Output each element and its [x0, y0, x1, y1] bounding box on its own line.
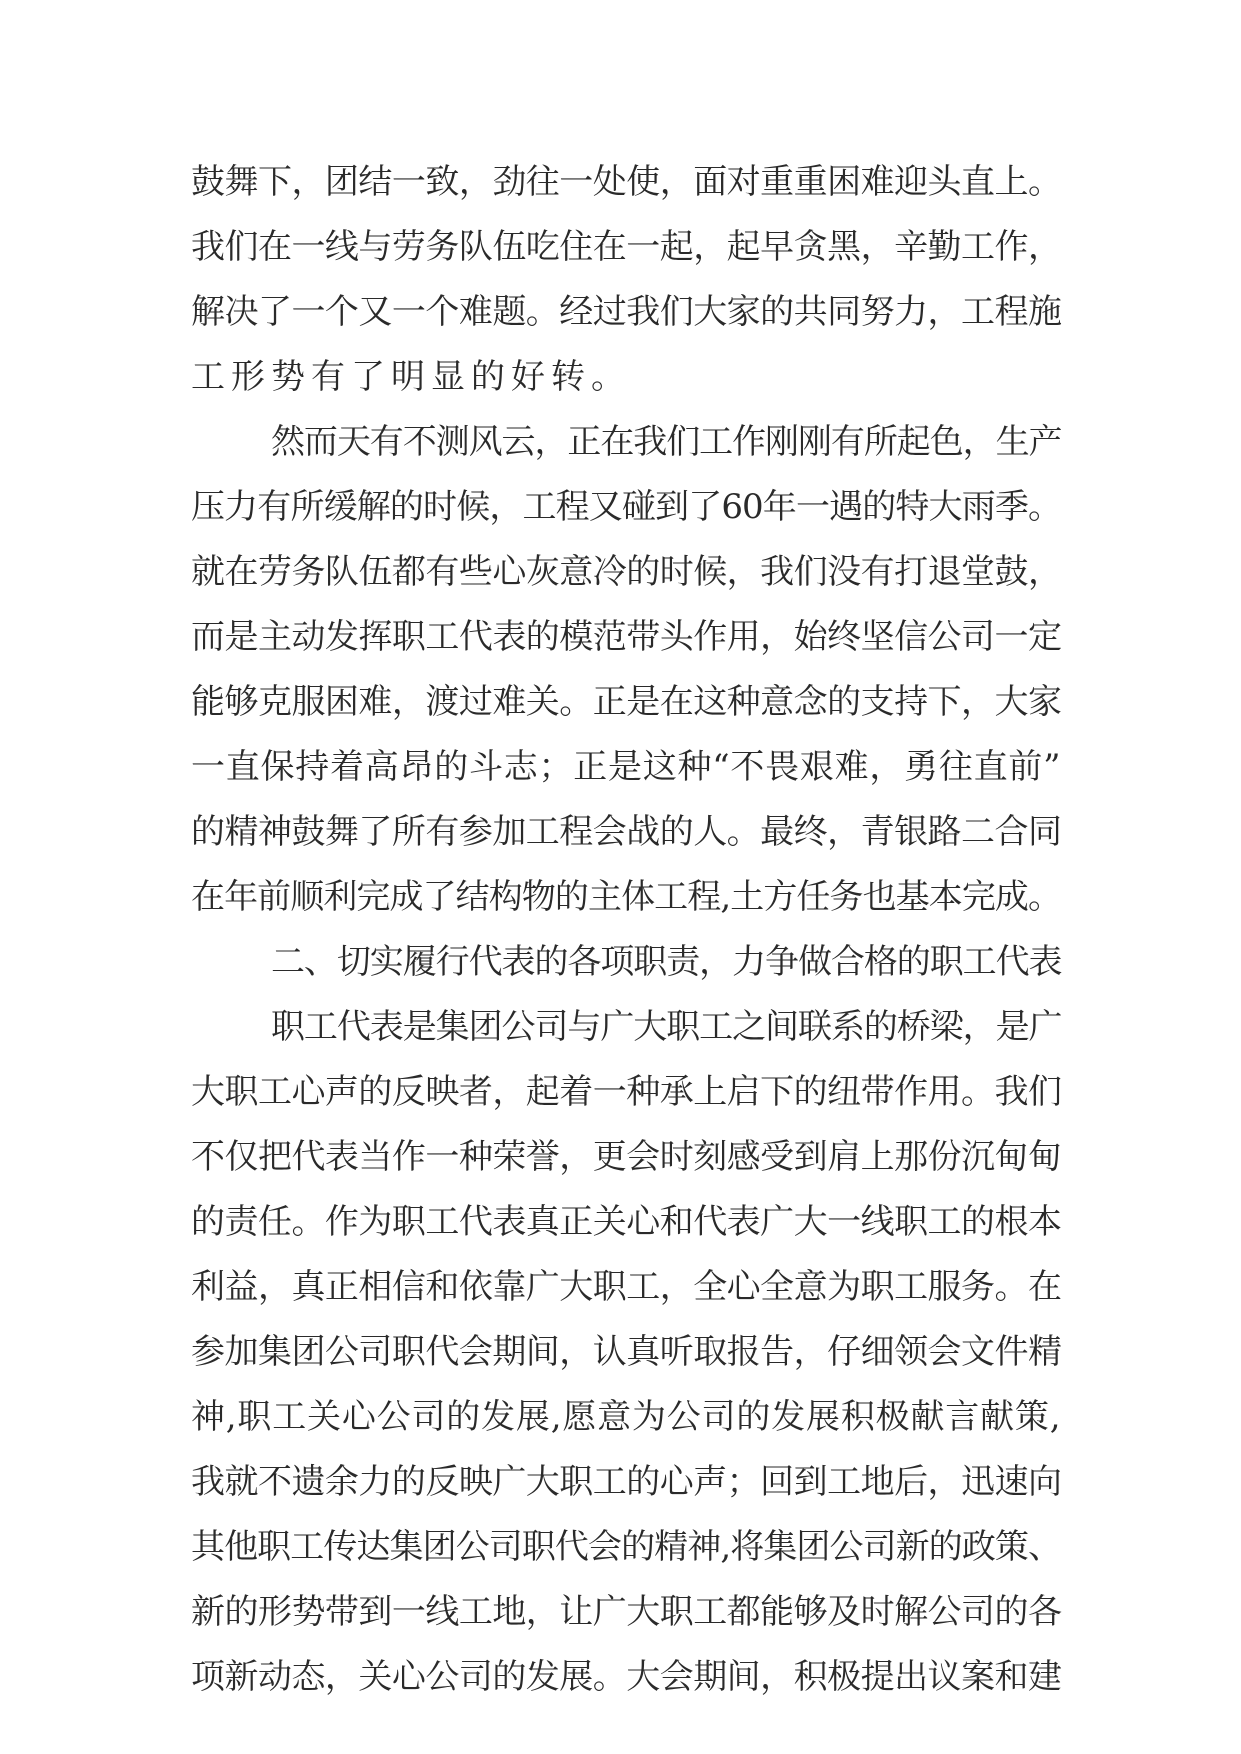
- text-line: 的责任。作为职工代表真正关心和代表广大一线职工的根本: [191, 1202, 1061, 1242]
- text-line: 解决了一个又一个难题。经过我们大家的共同努力，工程施: [191, 292, 1061, 332]
- text-line: 在年前顺利完成了结构物的主体工程,土方任务也基本完成。: [191, 877, 1061, 917]
- text-line: 二、切实履行代表的各项职责，力争做合格的职工代表: [271, 942, 1061, 982]
- text-line: 的精神鼓舞了所有参加工程会战的人。最终，青银路二合同: [191, 812, 1061, 852]
- text-line: 而是主动发挥职工代表的模范带头作用，始终坚信公司一定: [191, 617, 1061, 657]
- text-line: 不仅把代表当作一种荣誉，更会时刻感受到肩上那份沉甸甸: [191, 1137, 1061, 1177]
- text-line: 其他职工传达集团公司职代会的精神,将集团公司新的政策、: [191, 1527, 1061, 1567]
- text-line: 我就不遗余力的反映广大职工的心声；回到工地后，迅速向: [191, 1462, 1061, 1502]
- text-line: 然而天有不测风云，正在我们工作刚刚有所起色，生产: [271, 422, 1061, 462]
- text-line: 鼓舞下，团结一致，劲往一处使，面对重重困难迎头直上。: [191, 162, 1061, 202]
- text-line: 就在劳务队伍都有些心灰意冷的时候，我们没有打退堂鼓，: [191, 552, 1061, 592]
- text-line: 项新动态，关心公司的发展。大会期间，积极提出议案和建: [191, 1657, 1061, 1697]
- text-line: 利益，真正相信和依靠广大职工，全心全意为职工服务。在: [191, 1267, 1061, 1307]
- text-line: 能够克服困难，渡过难关。正是在这种意念的支持下，大家: [191, 682, 1061, 722]
- text-line: 压力有所缓解的时候，工程又碰到了60年一遇的特大雨季。: [191, 487, 1061, 527]
- text-line: 一直保持着高昂的斗志；正是这种“不畏艰难，勇往直前”: [191, 747, 1061, 787]
- text-line: 参加集团公司职代会期间，认真听取报告，仔细领会文件精: [191, 1332, 1061, 1372]
- body-text: [191, 160, 1061, 1720]
- text-line: 大职工心声的反映者，起着一种承上启下的纽带作用。我们: [191, 1072, 1061, 1112]
- text-line: 我们在一线与劳务队伍吃住在一起，起早贪黑，辛勤工作，: [191, 227, 1061, 267]
- text-line: 职工代表是集团公司与广大职工之间联系的桥梁，是广: [271, 1007, 1061, 1047]
- text-line: 新的形势带到一线工地，让广大职工都能够及时解公司的各: [191, 1592, 1061, 1632]
- text-line: 神,职工关心公司的发展,愿意为公司的发展积极献言献策,: [191, 1397, 1061, 1437]
- text-line: 工形势有了明显的好转。: [191, 357, 631, 397]
